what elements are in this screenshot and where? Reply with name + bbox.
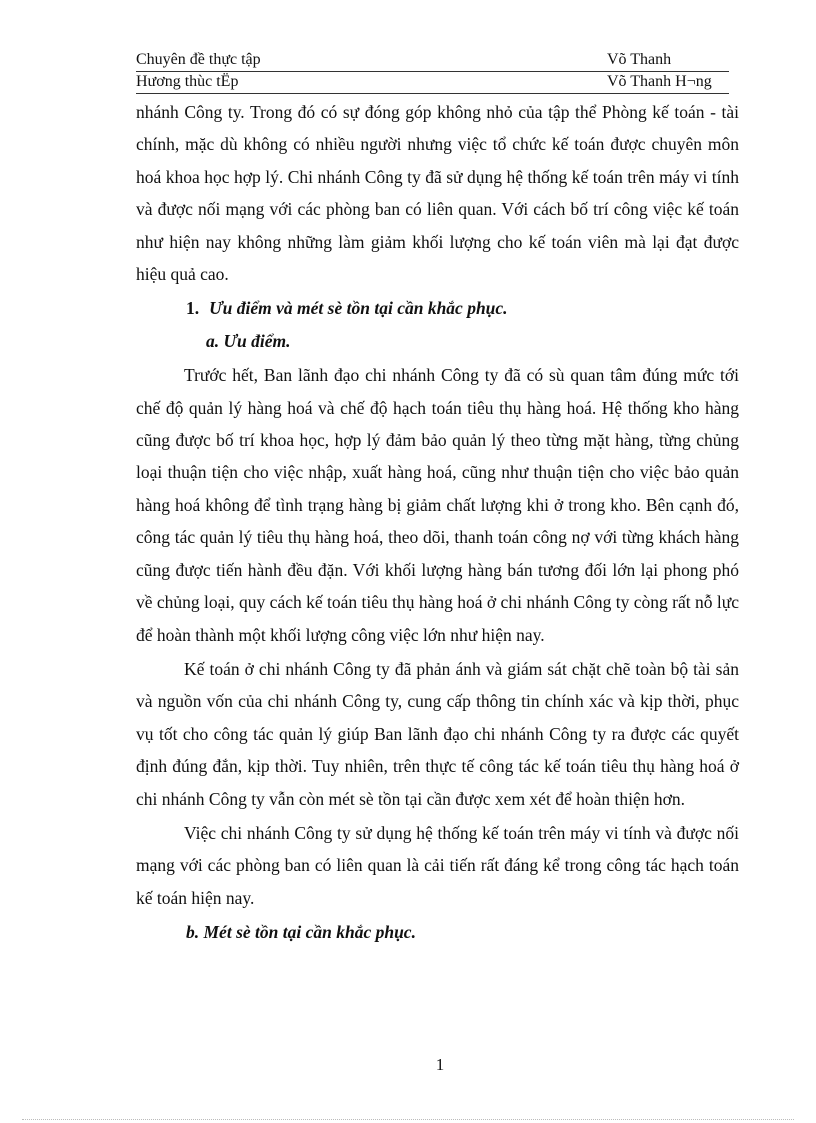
page-number: 1: [435, 1055, 445, 1074]
paragraph-advantages-3: Việc chi nhánh Công ty sử dụng hệ thống kế toán trên máy vi tính và được nối mạng với các phòng ban có liên quan là cải tiến rất đáng kể trong công tác hạch toán kế toán hiện nay.: [136, 822, 739, 908]
paragraph-continuation: nhánh Công ty. Trong đó có sự đóng góp không nhỏ của tập thể Phòng kế toán - tài chính, mặc dù không có nhiều người nhưng việc tổ chức kế toán được chuyên môn hoá khoa học hợp lý. Chi nhánh Công ty đã sử dụng hệ thống kế toán trên máy vi tính và được nối mạng với các phòng ban có liên quan. Với cách bố trí công việc kế toán như hiện nay không những làm giảm khối lượng cho kế toán viên mà lại đạt được hiệu quả cao.: [136, 102, 739, 285]
section-heading: [136, 292, 739, 324]
section-number: 1.: [186, 298, 200, 319]
running-header-line-1: [136, 51, 729, 72]
subsection-heading-advantages: a. Ưu điểm.: [206, 330, 291, 351]
running-header-line-2: [136, 73, 729, 94]
header-author: Võ Thanh: [607, 51, 672, 68]
paragraph-advantages-1: Trước hết, Ban lãnh đạo chi nhánh Công ty đã có sù quan tâm đúng mức tới chế độ quản lý hàng hoá và chế độ hạch toán tiêu thụ hàng hoá. Hệ thống kho hàng cũng được bố trí khoa học, hợp lý đảm bảo quản lý theo từng mặt hàng, từng chủng loại thuận tiện cho việc nhập, xuất hàng hoá, cũng như thuận tiện cho việc bảo quản hàng hoá không để tình trạng hàng bị giảm chất lượng khi ở trong kho. Bên cạnh đó, công tác quản lý tiêu thụ hàng hoá, theo dõi, thanh toán công nợ với từng khách hàng cũng được tiến hành đều đặn. Với khối lượng hàng bán tương đối lớn lại phong phó về chủng loại, quy cách kế toán tiêu thụ hàng hoá ở chi nhánh Công ty còng rất nỗ lực để hoàn thành một khối lượng công việc lớn như hiện nay.: [136, 365, 739, 645]
header-author-garbled: Võ Thanh H¬ng: [607, 73, 712, 90]
page-bottom-divider: [22, 1119, 794, 1120]
section-heading-text: Ưu điểm và mét sè tồn tại cần khắc phục.: [209, 298, 508, 319]
document-body: [136, 96, 739, 949]
header-title-garbled: Hương thùc tËp: [136, 73, 239, 90]
paragraph-advantages-2: Kế toán ở chi nhánh Công ty đã phản ánh và giám sát chặt chẽ toàn bộ tài sản và nguồn vốn của chi nhánh Công ty, cung cấp thông tin chính xác và kịp thời, phục vụ tốt cho công tác quản lý giúp Ban lãnh đạo chi nhánh Công ty ra được các quyết định đúng đắn, kịp thời. Tuy nhiên, trên thực tế công tác kế toán tiêu thụ hàng hoá ở chi nhánh Công ty vẫn còn mét sè tồn tại cần được xem xét để hoàn thiện hơn.: [136, 658, 739, 809]
subsection-heading-limitations: b. Mét sè tồn tại cần khắc phục.: [186, 922, 416, 943]
header-title: Chuyên đề thực tập: [136, 51, 261, 68]
